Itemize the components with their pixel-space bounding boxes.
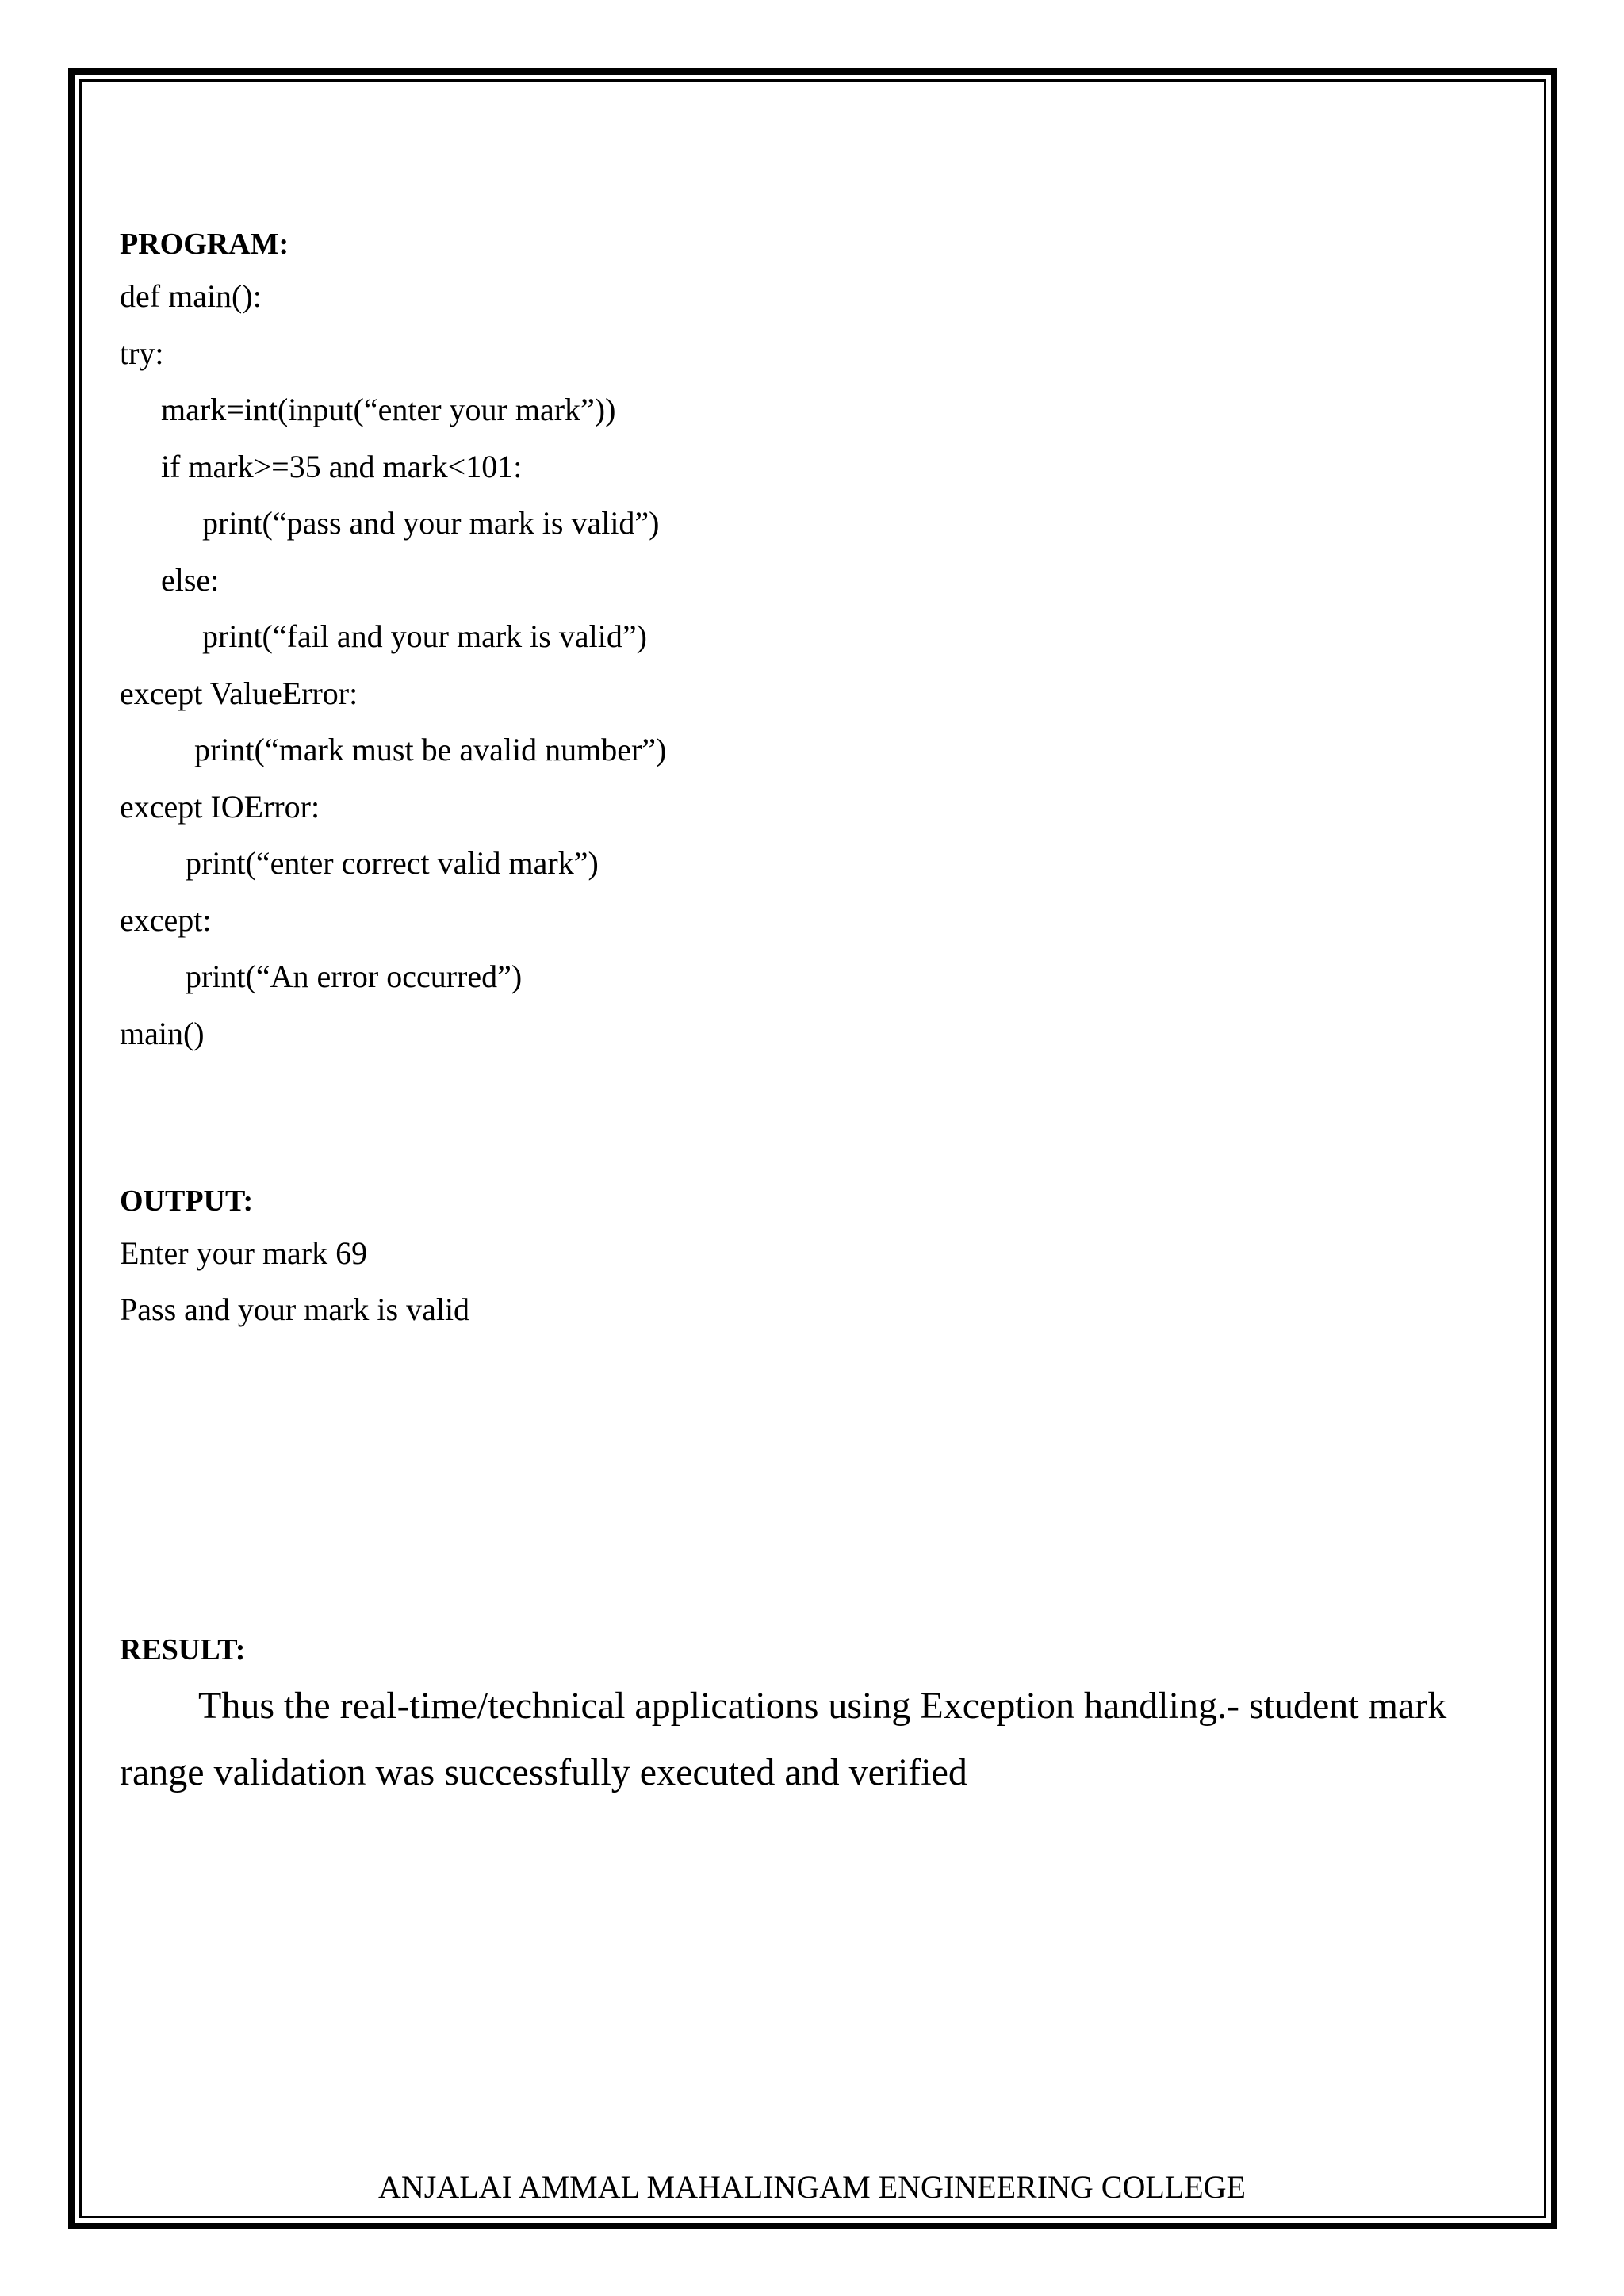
college-footer: ANJALAI AMMAL MAHALINGAM ENGINEERING COLLEGE: [378, 2169, 1246, 2205]
output-line: Pass and your mark is valid: [120, 1292, 470, 1327]
code-line: mark=int(input(“enter your mark”)): [161, 392, 616, 427]
result-heading: RESULT:: [120, 1633, 246, 1667]
code-line: else:: [161, 562, 220, 598]
code-line: def main():: [120, 278, 262, 314]
code-line: print(“An error occurred”): [186, 959, 523, 994]
code-line: except ValueError:: [120, 675, 358, 711]
code-line: print(“pass and your mark is valid”): [202, 505, 660, 541]
code-line: print(“enter correct valid mark”): [186, 845, 599, 881]
output-heading: OUTPUT:: [120, 1184, 254, 1218]
code-line: except:: [120, 902, 212, 938]
code-line: main(): [120, 1016, 205, 1051]
result-text-line: Thus the real-time/technical applications using Exception handling.- student mark: [198, 1685, 1447, 1727]
result-text-line: range validation was successfully executed and verified: [120, 1751, 967, 1793]
code-line: print(“fail and your mark is valid”): [202, 618, 647, 654]
code-line: print(“mark must be avalid number”): [194, 732, 667, 767]
code-line: except IOError:: [120, 789, 320, 825]
code-line: if mark>=35 and mark<101:: [161, 449, 523, 484]
program-heading: PROGRAM:: [120, 228, 289, 261]
code-line: try:: [120, 335, 164, 371]
output-line: Enter your mark 69: [120, 1235, 368, 1271]
